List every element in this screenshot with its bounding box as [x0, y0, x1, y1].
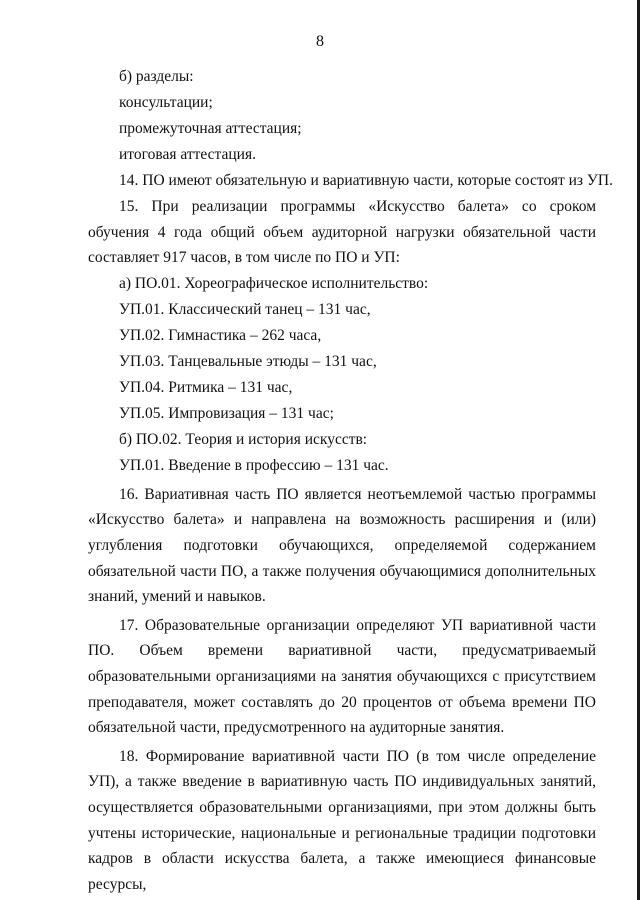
page-number: 8 [316, 33, 324, 50]
list-line: УП.01. Введение в профессию – 131 час. [119, 456, 389, 474]
paragraph-14: 14. ПО имеют обязательную и вариативную части, которые состоят из УП. [119, 172, 613, 189]
list-line: а) ПО.01. Хореографическое исполнительство: [119, 274, 429, 292]
list-line: итоговая аттестация. [119, 146, 256, 163]
list-line: промежуточная аттестация; [119, 120, 302, 137]
page-body [88, 64, 613, 897]
list-line: УП.04. Ритмика – 131 час, [119, 378, 293, 396]
list-line: УП.03. Танцевальные этюды – 131 час, [119, 352, 377, 370]
paragraph-16: 16. Вариативная часть ПО является неотъемлемой частью программы «Искусство балета» и направлена на возможность расширения и (или) углубления подготовки обучающихся, определяемой содержанием обязательной части ПО, а также получения обучающимися дополнительных знаний, умений и навыков. [88, 485, 596, 606]
list-line: б) разделы: [119, 68, 194, 85]
list-line: б) ПО.02. Теория и история искусств: [119, 430, 368, 448]
paragraph-18: 18. Формирование вариативной части ПО (в том числе определение УП), а также введение в вариативную часть ПО индивидуальных занятий, осуществляется образовательными организациями, при этом должны быть учтены исторические, национальные и региональные традиции подготовки кадров в области искусства балета, а также имеющиеся финансовые ресурсы, [88, 747, 596, 893]
list-line: УП.05. Импровизация – 131 час; [119, 404, 334, 422]
paragraph-15: 15. При реализации программы «Искусство балета» со сроком обучения 4 года общий объем аудиторной нагрузки обязательной части составляет 917 часов, в том числе по ПО и УП: [88, 198, 596, 267]
list-line: консультации; [119, 94, 213, 111]
list-line: УП.01. Классический танец – 131 час, [119, 300, 371, 318]
list-line: УП.02. Гимнастика – 262 часа, [119, 326, 322, 344]
paragraph-17: 17. Образовательные организации определяют УП вариативной части ПО. Объем времени вариативной части, предусматриваемый образовательными организациями на занятия обучающихся с присутствием преподавателя, может составлять до 20 процентов от объема времени ПО обязательной части, предусмотренного на аудиторные занятия. [88, 616, 596, 737]
